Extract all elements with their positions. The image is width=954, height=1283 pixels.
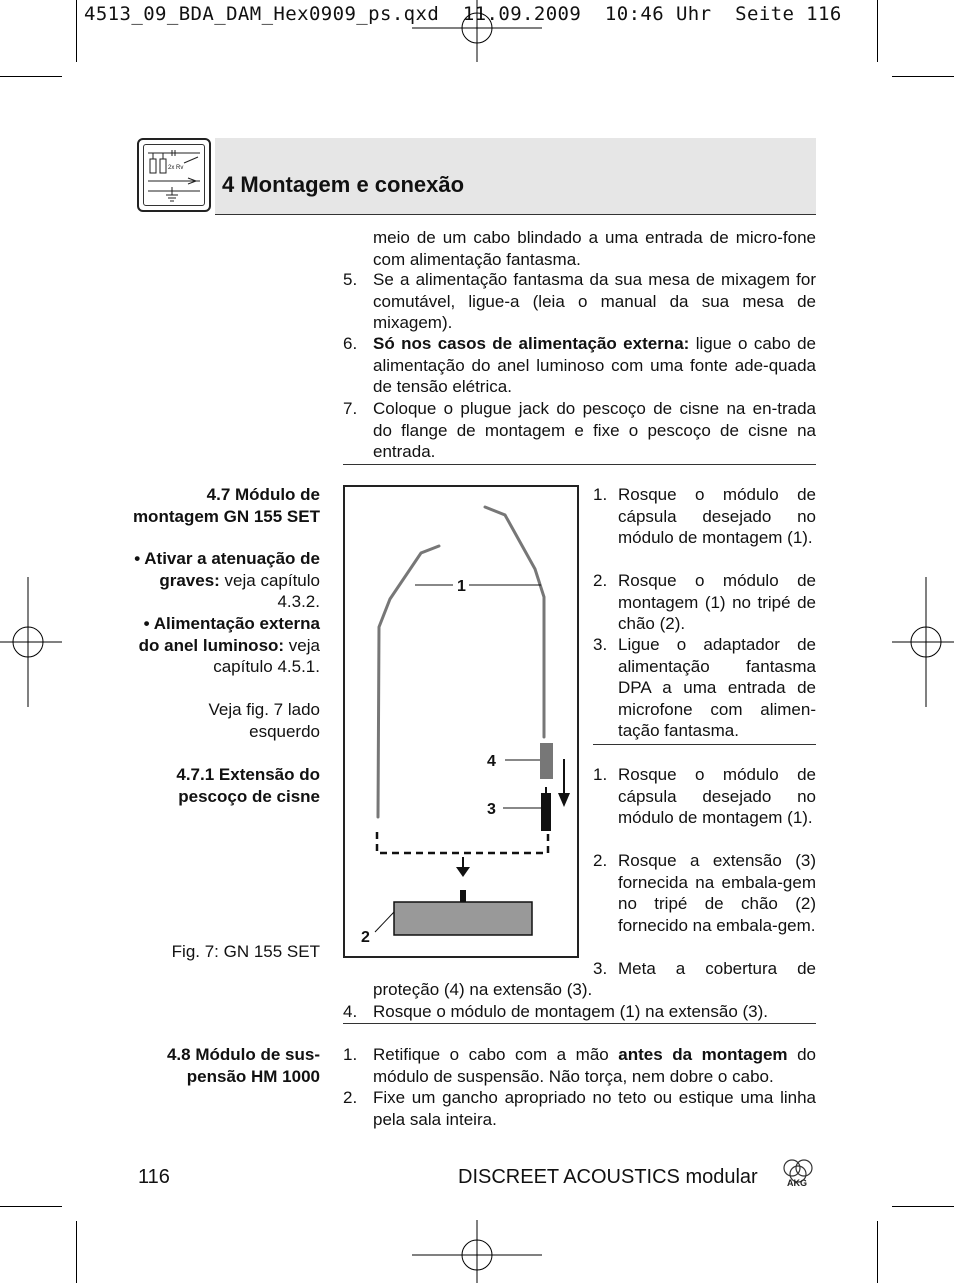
section-4-7-heading: 4.7 Módulo de montagem GN 155 SET	[132, 485, 320, 526]
figure-label-1: 1	[457, 578, 466, 595]
step-3-continuation: proteção (4) na extensão (3).	[373, 980, 593, 999]
list-item: 1. Rosque o módulo de cápsula desejado no módulo de montagem (1).	[593, 765, 816, 827]
figure-gn155-set	[343, 485, 579, 958]
divider	[593, 744, 816, 745]
section-4-7-1-heading: 4.7.1 Extensão do pescoço de cisne	[176, 765, 320, 806]
list-item: 2. Rosque o módulo de montagem (1) no tripé de chão (2).	[593, 571, 816, 633]
section-4-8-heading: 4.8 Módulo de sus-pensão HM 1000	[166, 1045, 320, 1086]
list-item: 4. Rosque o módulo de montagem (1) na extensão (3).	[343, 1002, 769, 1021]
list-item: 2. Rosque a extensão (3) fornecida na embala-gem no tripé de chão (2) fornecido na embala-gem.	[593, 851, 816, 935]
divider	[343, 1023, 816, 1024]
divider	[343, 464, 816, 465]
intro-continuation: meio de um cabo blindado a uma entrada de micro-fone com alimentação fantasma.	[373, 228, 816, 269]
section-4-7-note-bass: • Ativar a atenuação de graves: veja capítulo 4.3.2.	[134, 549, 320, 611]
figure-caption: Fig. 7: GN 155 SET	[171, 942, 320, 961]
section-4-7-note-power: • Alimentação externa do anel luminoso: veja capítulo 4.5.1.	[138, 614, 320, 676]
figure-label-4: 4	[487, 753, 496, 770]
page-number: 116	[138, 1166, 170, 1188]
footer-product-name: DISCREET ACOUSTICS modular	[458, 1166, 758, 1188]
list-item: 6. Só nos casos de alimentação externa: ligue o cabo de alimentação do anel luminoso com uma fonte ade-quada de tensão elétrica.	[343, 334, 816, 396]
chapter-title: 4 Montagem e conexão	[222, 172, 465, 197]
list-item: 3. Meta a cobertura de	[593, 959, 816, 978]
list-item: 5. Se a alimentação fantasma da sua mesa de mixagem for comutável, ligue-a (leia o manual da sua mesa de mixagem).	[343, 270, 816, 332]
list-item: 1. Retifique o cabo com a mão antes da montagem do módulo de suspensão. Não torça, nem dobre o cabo.	[343, 1045, 816, 1086]
svg-text:2x Rv: 2x Rv	[168, 165, 184, 171]
list-item: 3. Ligue o adaptador de alimentação fantasma DPA a uma entrada de microfone com alimen-tação fantasma.	[593, 635, 816, 740]
print-slug: 4513_09_BDA_DAM_Hex0909_ps.qxd 11.09.2009 10:46 Uhr Seite 116	[84, 3, 842, 25]
figure-label-3: 3	[487, 801, 496, 818]
chapter-icon-frame	[137, 138, 211, 212]
gooseneck-diagram	[345, 487, 577, 956]
figure-label-2: 2	[361, 929, 370, 946]
list-item: 2. Fixe um gancho apropriado no teto ou estique uma linha pela sala inteira.	[343, 1088, 816, 1129]
list-item: 7. Coloque o plugue jack do pescoço de cisne na en-trada do flange de montagem e fixe o pescoço de cisne na entrada.	[343, 399, 816, 461]
list-item: 1. Rosque o módulo de cápsula desejado no módulo de montagem (1).	[593, 485, 816, 547]
svg-text:AKG: AKG	[787, 1178, 807, 1188]
section-4-7-note-figure: Veja fig. 7 lado esquerdo	[208, 700, 320, 741]
circuit-diagram-icon	[144, 145, 204, 205]
akg-logo	[779, 1157, 817, 1189]
